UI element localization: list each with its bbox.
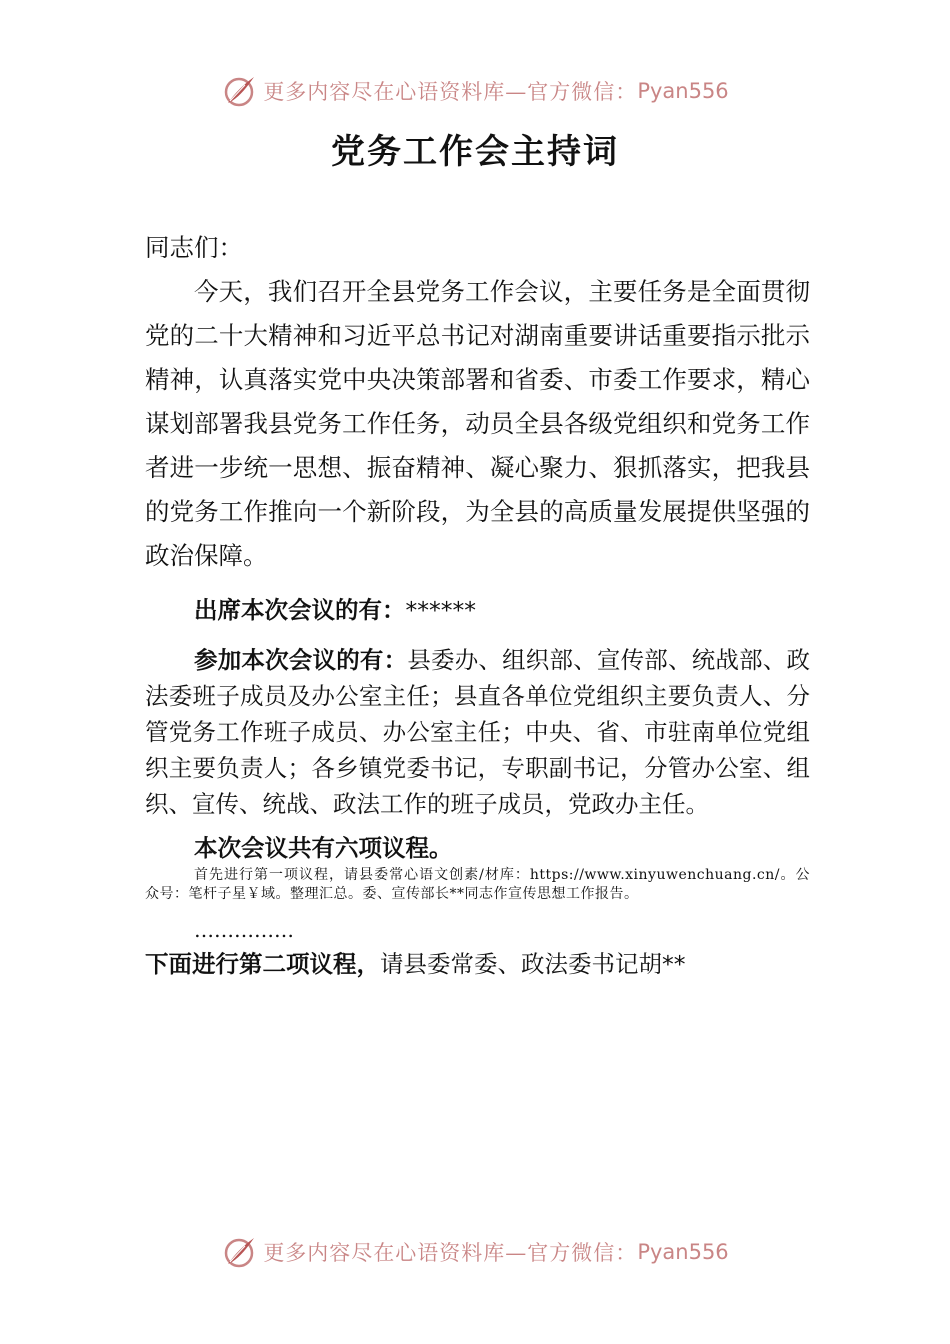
second-agenda-paragraph — [145, 946, 810, 982]
watermark-header — [0, 73, 950, 109]
participants-label: 参加本次会议的有： — [194, 646, 408, 674]
intro-paragraph: 今天，我们召开全县党务工作会议，主要任务是全面贯彻党的二十大精神和习近平总书记对湖南重要讲话重要指示批示精神，认真落实党中央决策部署和省委、市委工作要求，精心谋划部署我县党务工作任务，动员全县各级党组织和党务工作者进一步统一思想、振奋精神、凝心聚力、狠抓落实，把我县的党务工作推向一个新阶段，为全县的高质量发展提供坚强的政治保障。 — [145, 277, 810, 570]
document-title: 党务工作会主持词 — [331, 132, 619, 172]
document-body — [145, 226, 810, 982]
watermark-id: Pyan556 — [637, 79, 729, 103]
second-agenda-value: 请县委常委、政法委书记胡** — [380, 950, 686, 978]
second-agenda-label: 下面进行第二项议程， — [145, 950, 380, 978]
attend-value: ****** — [405, 596, 476, 624]
ellipsis: …………… — [194, 918, 294, 942]
first-agenda-item: 首先进行第一项议程，请县委常心语文创素/材库：https://www.xinyuwenchuang.cn/。公众号：笔杆子星￥域。整理汇总。委、宣传部长**同志作宣传思想工作报告。 — [145, 867, 810, 902]
feather-logo-icon — [221, 1234, 257, 1270]
feather-logo-icon — [221, 73, 257, 109]
greeting: 同志们： — [145, 233, 243, 262]
participants-paragraph — [145, 642, 810, 822]
watermark-footer — [0, 1234, 950, 1270]
attend-label: 出席本次会议的有： — [194, 596, 406, 624]
watermark-id: Pyan556 — [637, 1240, 729, 1264]
watermark-text: 更多内容尽在心语资料库—官方微信： — [263, 80, 638, 104]
agenda-count: 本次会议共有六项议程。 — [194, 834, 453, 862]
watermark-text: 更多内容尽在心语资料库—官方微信： — [263, 1241, 638, 1265]
participants-value: 县委办、组织部、宣传部、统战部、政法委班子成员及办公室主任；县直各单位党组织主要负责人、分管党务工作班子成员、办公室主任；中央、省、市驻南单位党组织主要负责人；各乡镇党委书记，专职副书记，分管办公室、组织、宣传、统战、政法工作的班子成员，党政办主任。 — [145, 646, 811, 818]
attend-paragraph — [145, 592, 810, 628]
